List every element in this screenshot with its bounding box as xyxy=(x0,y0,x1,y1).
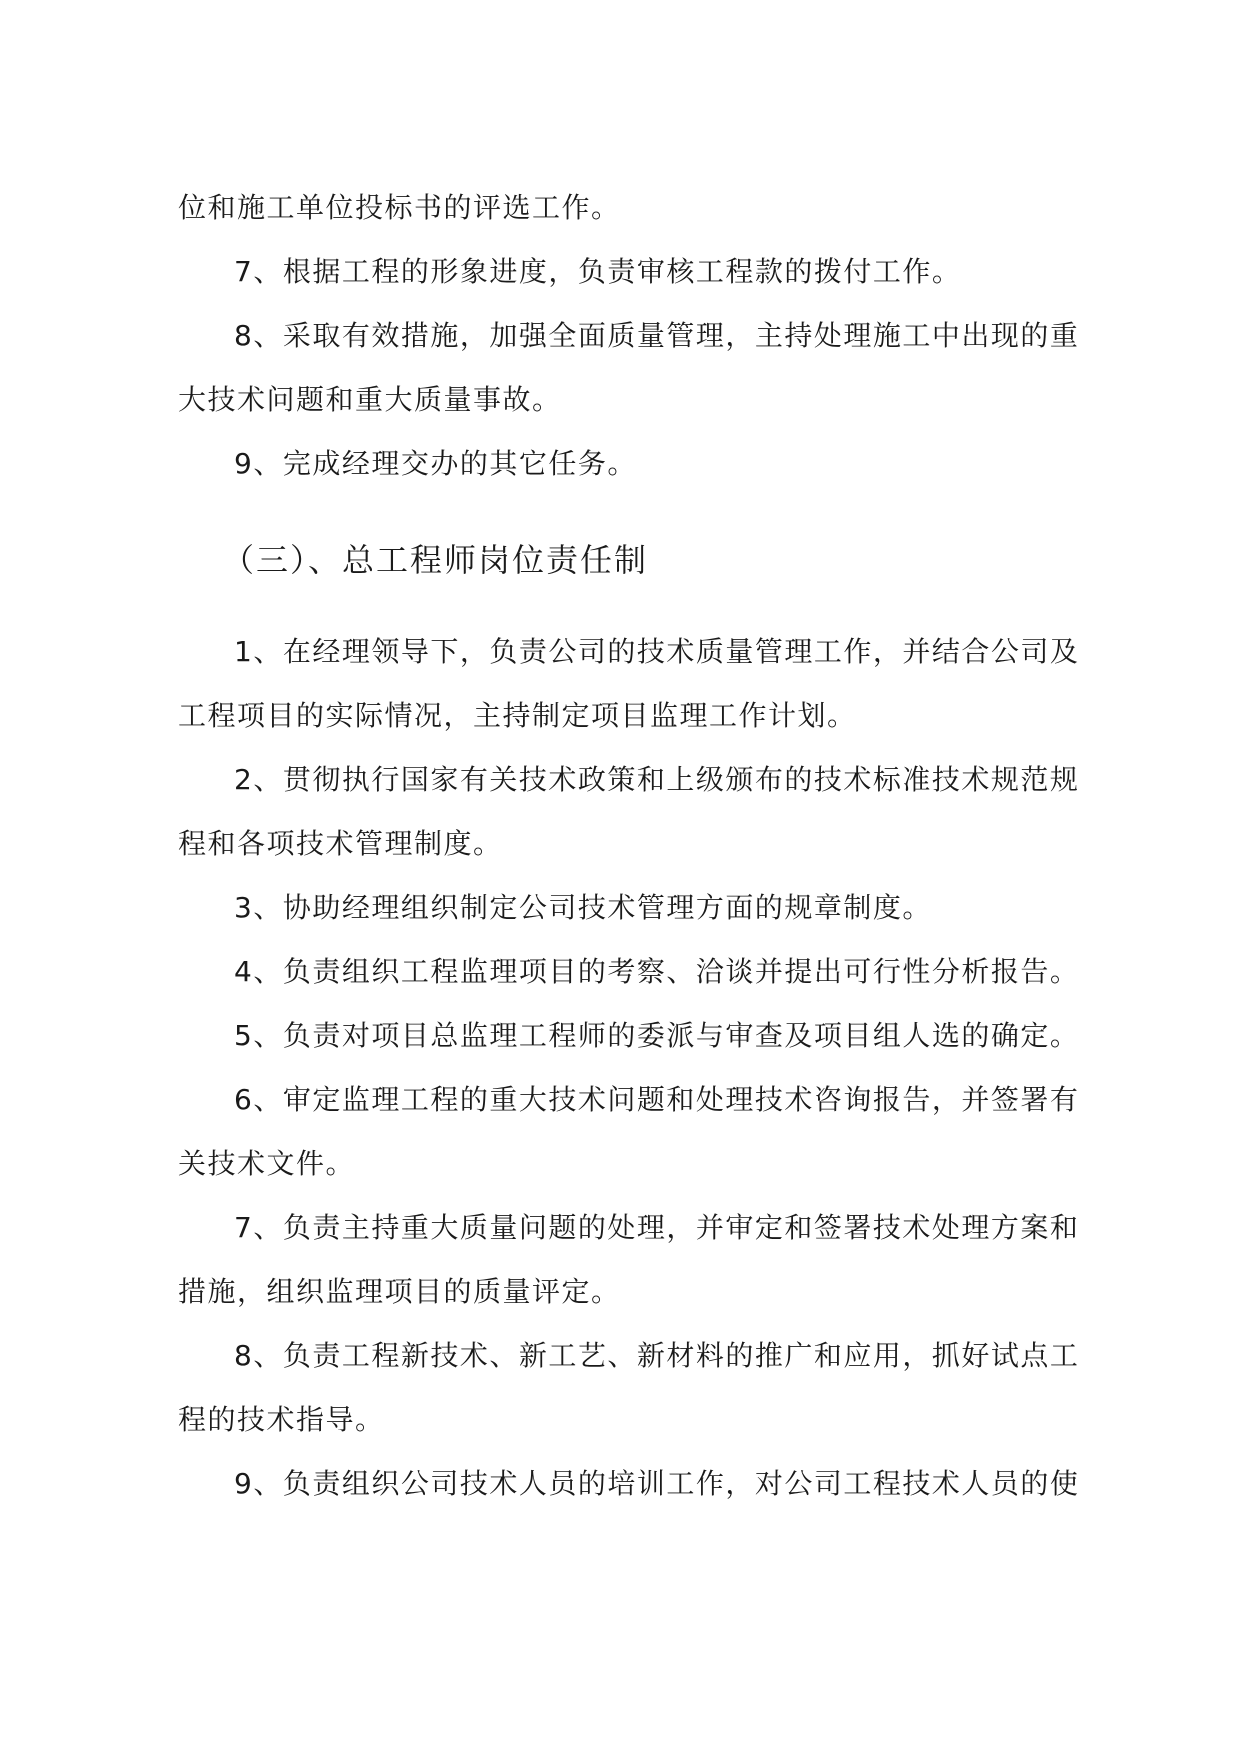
body-paragraphs xyxy=(178,620,1080,1516)
paragraph-line: 程的技术指导。 xyxy=(178,1403,385,1436)
paragraph-line: 7、根据工程的形象进度，负责审核工程款的拨付工作。 xyxy=(234,255,962,288)
paragraph-line: 8、采取有效措施，加强全面质量管理，主持处理施工中出现的重 xyxy=(234,319,1080,352)
paragraph-line: 2、贯彻执行国家有关技术政策和上级颁布的技术标准技术规范规 xyxy=(234,763,1080,796)
paragraph-line: 工程项目的实际情况，主持制定项目监理工作计划。 xyxy=(178,699,857,732)
paragraph-line: 5、负责对项目总监理工程师的委派与审查及项目组人选的确定。 xyxy=(234,1019,1080,1052)
paragraph-line: 1、在经理领导下，负责公司的技术质量管理工作，并结合公司及 xyxy=(234,635,1080,668)
paragraph-line: 4、负责组织工程监理项目的考察、洽谈并提出可行性分析报告。 xyxy=(234,955,1080,988)
paragraph-line: 措施，组织监理项目的质量评定。 xyxy=(178,1275,621,1308)
paragraph-line: 9、完成经理交办的其它任务。 xyxy=(234,447,637,480)
paragraph-line: 大技术问题和重大质量事故。 xyxy=(178,383,562,416)
paragraph-line: 9、负责组织公司技术人员的培训工作，对公司工程技术人员的使 xyxy=(234,1467,1080,1500)
top-paragraphs xyxy=(178,176,1080,496)
paragraph-line: 程和各项技术管理制度。 xyxy=(178,827,503,860)
paragraph-line: 7、负责主持重大质量问题的处理，并审定和签署技术处理方案和 xyxy=(234,1211,1080,1244)
section-heading: （三）、总工程师岗位责任制 xyxy=(222,541,649,579)
paragraph-line: 8、负责工程新技术、新工艺、新材料的推广和应用，抓好试点工 xyxy=(234,1339,1080,1372)
paragraph-line: 6、审定监理工程的重大技术问题和处理技术咨询报告，并签署有 xyxy=(234,1083,1080,1116)
paragraph-line: 关技术文件。 xyxy=(178,1147,356,1180)
paragraph-line: 位和施工单位投标书的评选工作。 xyxy=(178,191,621,224)
paragraph-line: 3、协助经理组织制定公司技术管理方面的规章制度。 xyxy=(234,891,932,924)
